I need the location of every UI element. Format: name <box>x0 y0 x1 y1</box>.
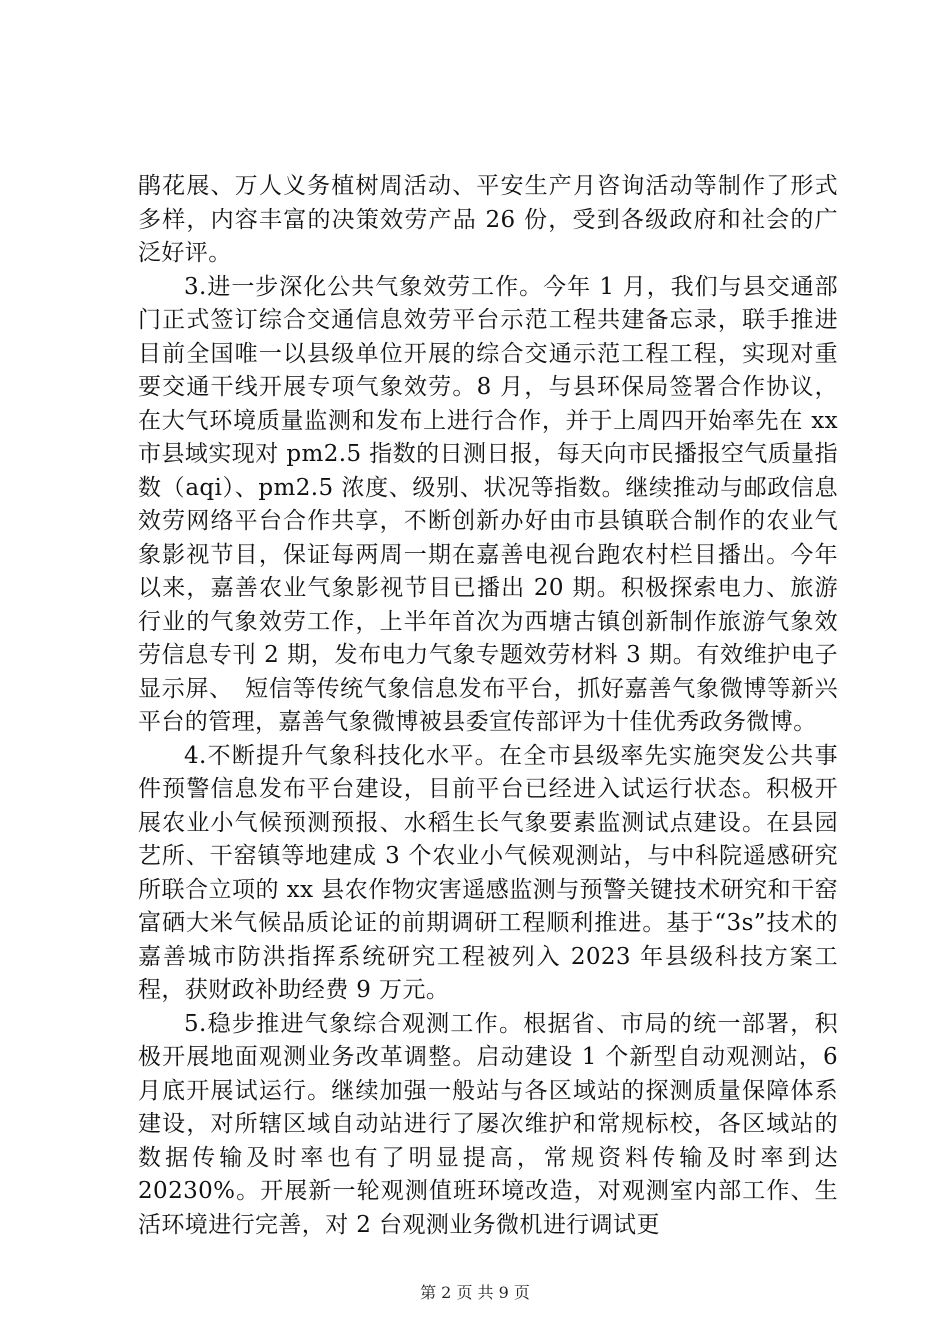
paragraph-continuation: 鹃花展、万人义务植树周活动、平安生产月咨询活动等制作了形式多样，内容丰富的决策效劳产品 26 份，受到各级政府和社会的广泛好评。 <box>138 173 838 266</box>
paragraph-public-weather-service: 3.进一步深化公共气象效劳工作。今年 1 月，我们与县交通部门正式签订综合交通信息效劳平台示范工程共建备忘录，联手推进目前全国唯一以县级单位开展的综合交通示范工程工程，实现对重要交通干线开展专项气象效劳。8 月，与县环保局签署合作协议，在大气环境质量监测和发布上进行合作，并于上周四开始率先在 xx 市县域实现对 pm2.5 指数的日测日报，每天向市民播报空气质量指数（aqi）、pm2.5 浓度、级别、状况等指数。继续推动与邮政信息效劳网络平台合作共享，不断创新办好由市县镇联合制作的农业气象影视节目，保证每两周一期在嘉善电视台跑农村栏目播出。今年以来，嘉善农业气象影视节目已播出 20 期。积极探索电力、旅游行业的气象效劳工作，上半年首次为西塘古镇创新制作旅游气象效劳信息专刊 2 期，发布电力气象专题效劳材料 3 期。有效维护电子显示屏、 短信等传统气象信息发布平台，抓好嘉善气象微博等新兴平台的管理，嘉善气象微博被县委宣传部评为十佳优秀政务微博。 <box>138 273 838 735</box>
page-number-footer: 第 2 页 共 9 页 <box>420 1283 530 1302</box>
paragraph-comprehensive-observation: 5.稳步推进气象综合观测工作。根据省、市局的统一部署，积极开展地面观测业务改革调整。启动建设 1 个新型自动观测站，6 月底开展试运行。继续加强一般站与各区域站的探测质量保障体系建设，对所辖区域自动站进行了屡次维护和常规标校，各区域站的数据传输及时率也有了明显提高，常规资料传输及时率到达 20230%。开展新一轮观测值班环境改造，对观测室内部工作、生活环境进行完善，对 2 台观测业务微机进行调试更 <box>138 1010 838 1238</box>
body-text <box>138 170 838 1242</box>
paragraph-weather-technology: 4.不断提升气象科技化水平。在全市县级率先实施突发公共事件预警信息发布平台建设，目前平台已经进入试运行状态。积极开展农业小气候预测预报、水稻生长气象要素监测试点建设。在县园艺所、干窑镇等地建成 3 个农业小气候观测站，与中科院遥感研究所联合立项的 xx 县农作物灾害遥感监测与预警关键技术研究和干窑富硒大米气候品质论证的前期调研工程顺利推进。基于“3s”技术的嘉善城市防洪指挥系统研究工程被列入 2023 年县级科技方案工程，获财政补助经费 9 万元。 <box>138 742 838 1003</box>
